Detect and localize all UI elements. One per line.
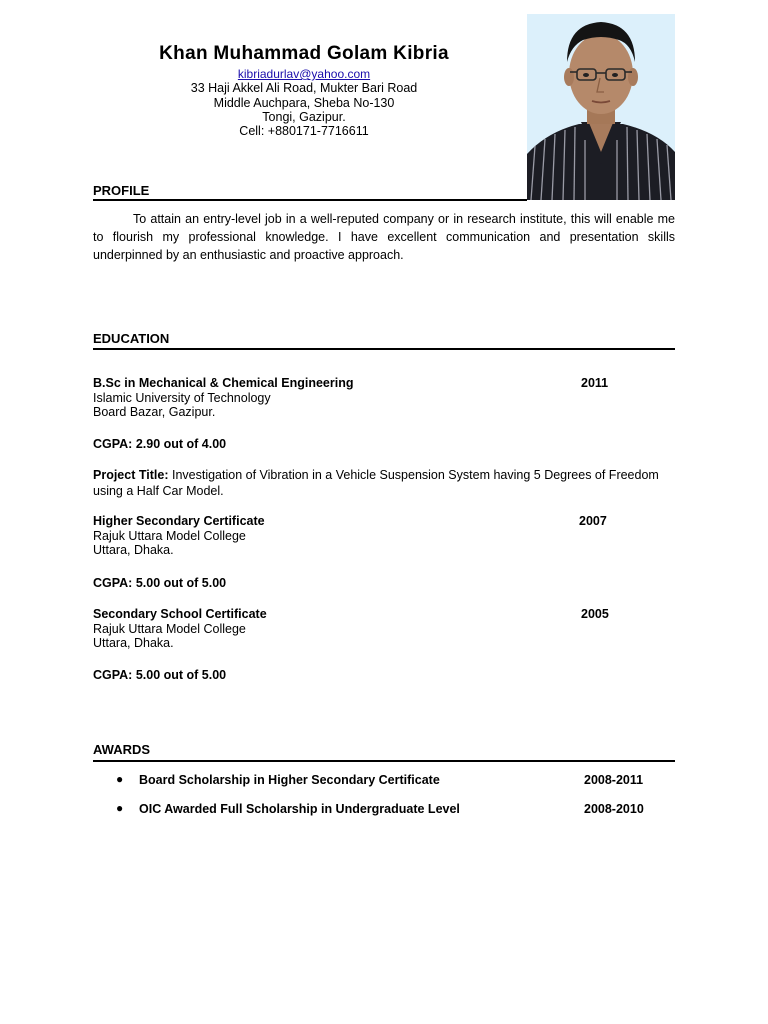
ssc-degree: Secondary School Certificate [93,607,267,621]
ssc-cgpa: CGPA: 5.00 out of 5.00 [93,668,227,682]
awards-heading: AWARDS [93,742,151,757]
awards-divider [93,760,675,762]
profile-photo [527,14,675,200]
ssc-institution: Rajuk Uttara Model College [93,622,246,636]
bsc-institution: Islamic University of Technology [93,391,271,405]
hsc-location: Uttara, Dhaka. [93,543,174,557]
bsc-cgpa: CGPA: 2.90 out of 4.00 [93,437,227,451]
address-line-2: Middle Auchpara, Sheba No-130 [213,96,395,110]
hsc-cgpa: CGPA: 5.00 out of 5.00 [93,576,227,590]
hsc-year: 2007 [579,514,607,528]
profile-text: To attain an entry-level job in a well-reputed company or in research institute, this will enable me to flourish my professional knowledge. I have excellent communication and presentation skills underpinned by an enthusiastic and proactive approach. [93,212,675,262]
award-bullet-icon: ● [116,801,124,815]
award-bullet-icon: ● [116,772,124,786]
ssc-year: 2005 [581,607,609,621]
ssc-location: Uttara, Dhaka. [93,636,174,650]
email-link[interactable]: kibriadurlav@yahoo.com [237,67,371,81]
award-item-2: OIC Awarded Full Scholarship in Undergraduate Level [139,802,460,816]
award-item-1: Board Scholarship in Higher Secondary Certificate [139,773,440,787]
candidate-name: Khan Muhammad Golam Kibria [159,43,449,64]
award-years-2: 2008-2010 [584,802,644,816]
cell-phone: Cell: +880171-7716611 [239,124,369,138]
address-line-1: 33 Haji Akkel Ali Road, Mukter Bari Road [190,81,418,95]
award-years-1: 2008-2011 [584,773,644,787]
bsc-year: 2011 [581,376,609,390]
profile-divider [93,199,527,201]
project-title-label: Project Title: [93,468,169,482]
education-divider [93,348,675,350]
project-title-text: Investigation of Vibration in a Vehicle Suspension System having 5 Degrees of Freedom using a Half Car Model. [93,468,659,498]
bsc-degree: B.Sc in Mechanical & Chemical Engineering [93,376,354,390]
hsc-degree: Higher Secondary Certificate [93,514,265,528]
address-line-3: Tongi, Gazipur. [262,110,346,124]
hsc-institution: Rajuk Uttara Model College [93,529,246,543]
bsc-location: Board Bazar, Gazipur. [93,405,216,419]
profile-heading: PROFILE [93,183,150,198]
education-heading: EDUCATION [93,331,170,346]
project-title [93,468,675,499]
